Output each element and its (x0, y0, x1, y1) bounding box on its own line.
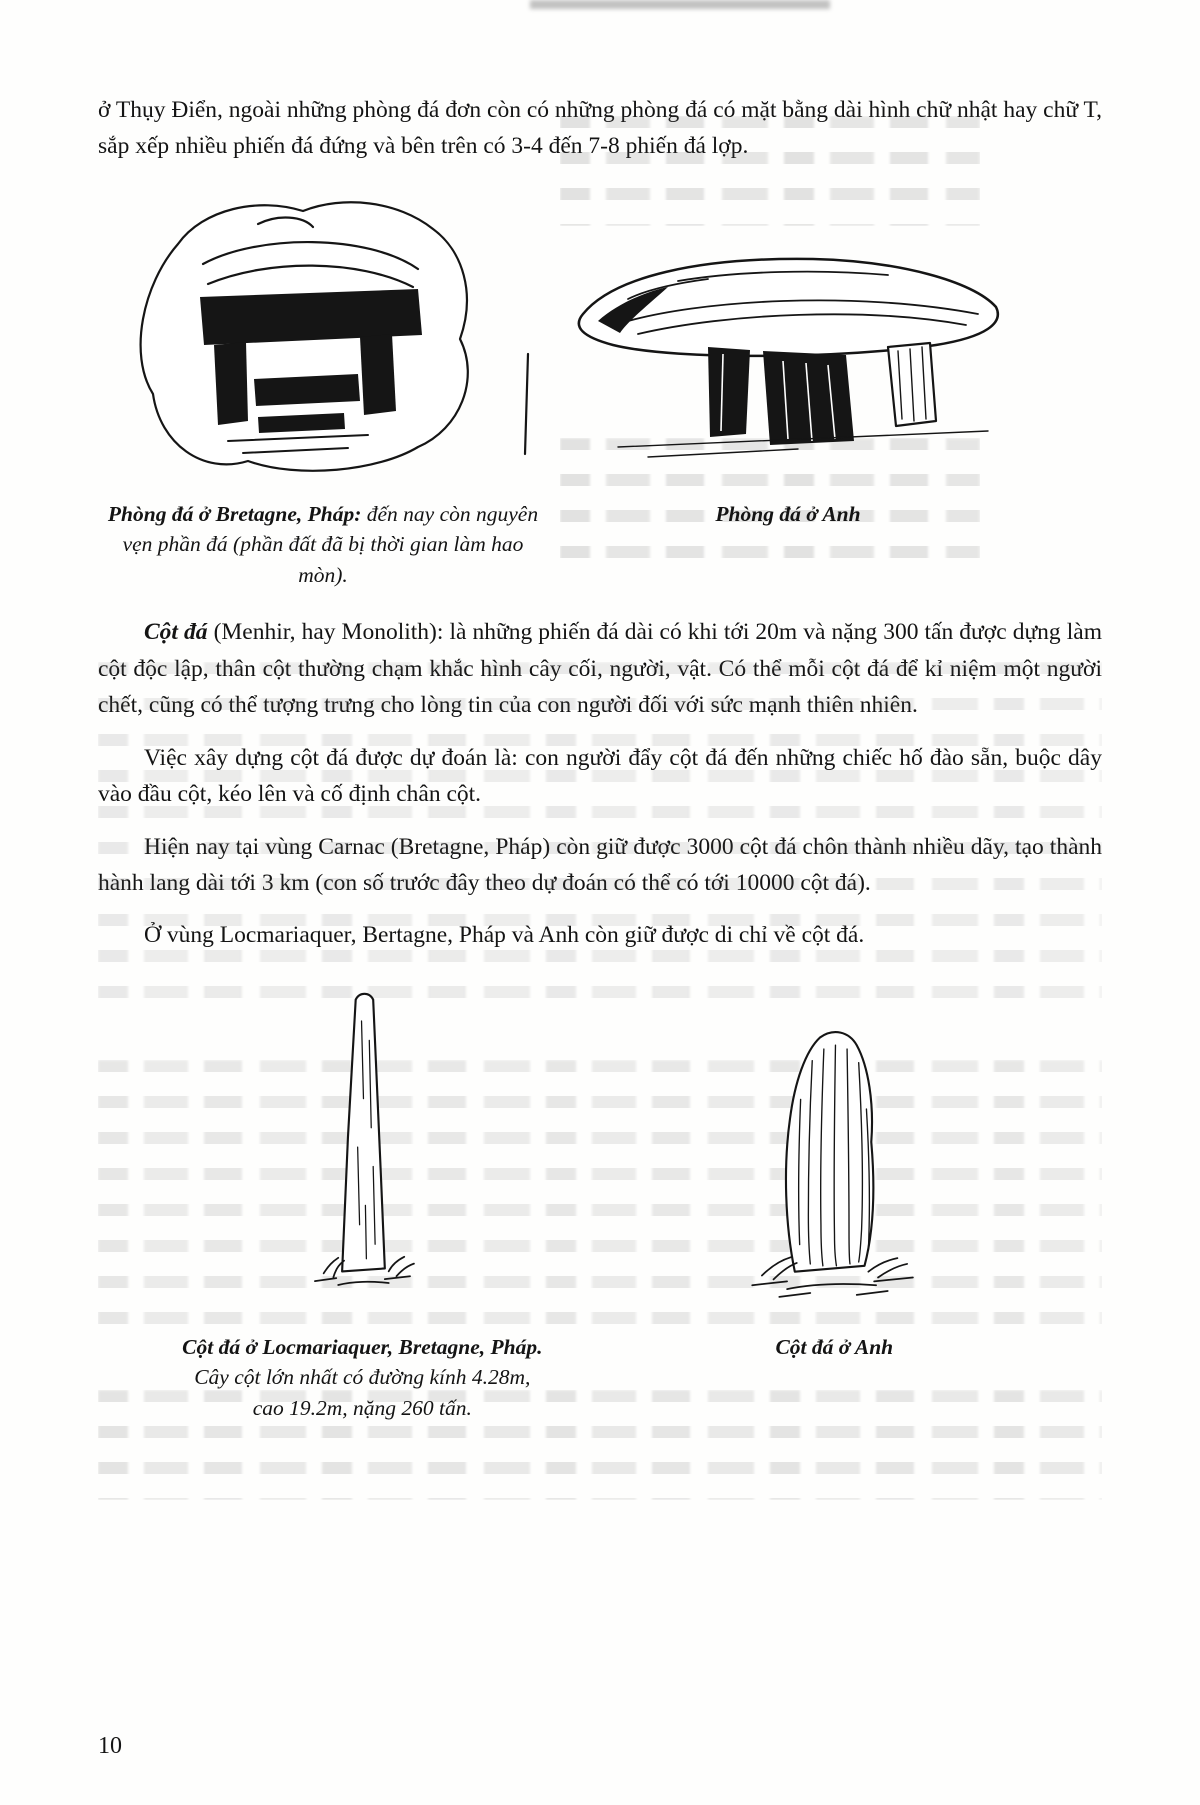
paragraph-locmariaquer: Ở vùng Locmariaquer, Bertagne, Pháp và Anh còn giữ được di chỉ về cột đá. (144, 922, 865, 949)
scan-artifact-top (530, 0, 830, 9)
term-cot-da: Cột đá (144, 619, 208, 646)
caption-lead: Phòng đá ở Bretagne, Pháp: (107, 501, 362, 526)
caption-menhir-england (775, 1332, 893, 1363)
figure-menhir-england (627, 980, 1042, 1424)
paragraph-intro: ở Thụy Điển, ngoài những phòng đá đơn còn có những phòng đá có mặt bằng dài hình chữ nhật hay chữ T, sắp xếp nhiều phiến đá đứng và bên trên có 3-4 đến 7-8 phiến đá lợp. (98, 97, 1102, 160)
top-figures-row (98, 181, 1102, 591)
caption-rest: đến nay còn nguyên vẹn phần đá (phần đất đã bị thời gian làm hao mòn). (122, 501, 539, 587)
page-number: 10 (98, 1733, 122, 1759)
paragraph-carnac: Hiện nay tại vùng Carnac (Bretagne, Pháp) còn giữ được 3000 cột đá chôn thành nhiều dãy, tạo thành hành lang dài tới 3 km (con số trước đây theo dự đoán có thể có tới 10000 cột đá). (98, 833, 1102, 896)
caption-menhir-locmariaquer (182, 1332, 542, 1424)
paragraph-cot-da-text: (Menhir, hay Monolith): là những phiến đá dài có khi tới 20m và nặng 300 tấn được dựng làm cột độc lập, thân cột thường chạm khắc hình cây cối, người, vật. Có thể mỗi cột đá để kỉ niệm một người chết, cũng có thể tượng trưng cho lòng tin của con người đối với sức mạnh thiên nhiên. (98, 619, 1102, 719)
figure-dolmen-bretagne (98, 181, 548, 591)
caption-dolmen-england (715, 499, 860, 530)
figure-dolmen-england (548, 181, 1028, 591)
menhir-locmariaquer-illustration (280, 982, 445, 1322)
caption-detail-2: cao 19.2m, nặng 260 tấn. (252, 1395, 472, 1420)
paragraph-construction: Việc xây dựng cột đá được dự đoán là: con người đẩy cột đá đến những chiếc hố đào sẵn, buộc dây vào đầu cột, kéo lên và cố định chân cột. (98, 744, 1102, 808)
caption-title: Cột đá ở Locmariaquer, Bretagne, Pháp. (182, 1334, 543, 1359)
bottom-figures-row (98, 980, 1102, 1424)
dolmen-england-illustration (558, 229, 1018, 489)
dolmen-bretagne-illustration (108, 189, 538, 489)
caption-detail-1: Cây cột lớn nhất có đường kính 4.28m, (194, 1365, 531, 1390)
caption-text: Cột đá ở Anh (775, 1334, 894, 1359)
caption-dolmen-bretagne (98, 499, 548, 591)
menhir-england-illustration (722, 1022, 947, 1322)
figure-menhir-locmariaquer (98, 980, 627, 1424)
paragraph-cot-da (98, 614, 1102, 723)
caption-text: Phòng đá ở Anh (715, 501, 861, 526)
